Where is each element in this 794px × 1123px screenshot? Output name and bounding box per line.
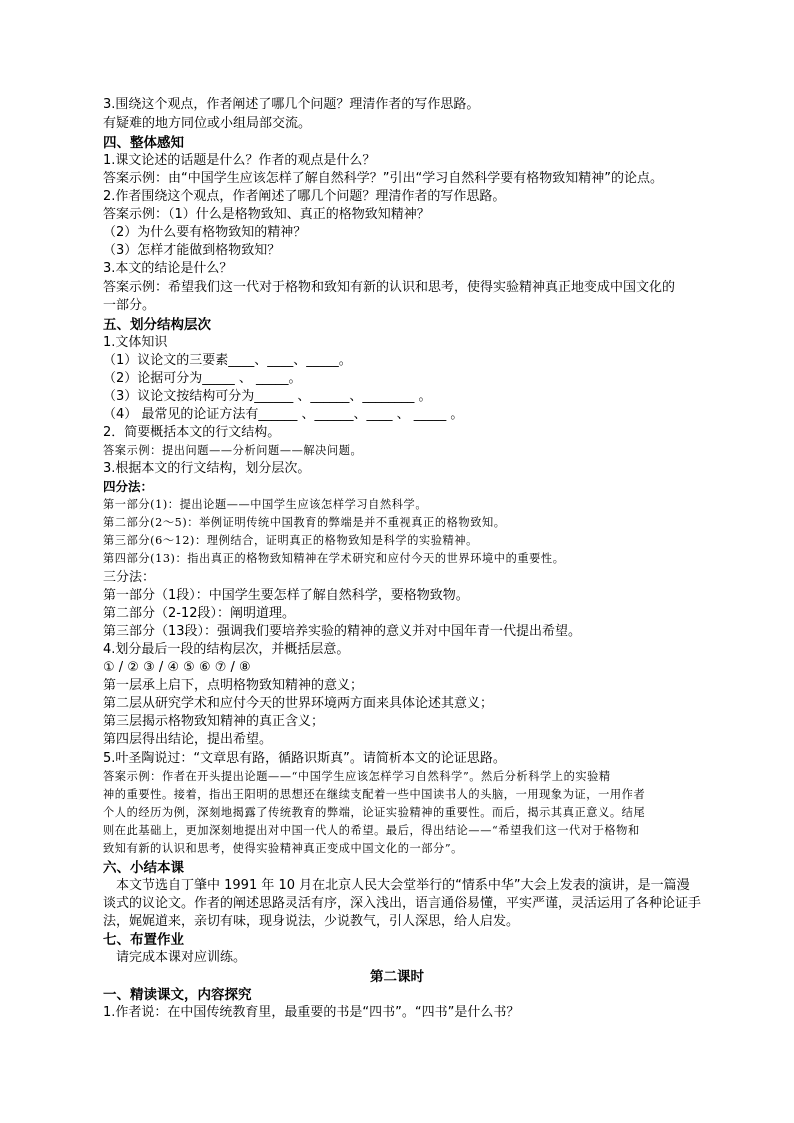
question-line: 3.围绕这个观点，作者阐述了哪几个问题？理清作者的写作思路。 <box>103 97 480 112</box>
answer-line: 个人的经历为例，深刻地揭露了传统教育的弊端，论证实验精神的重要性。而后，揭示其真正意义。结尾 <box>103 806 646 819</box>
layer-line: 第三层揭示格物致知精神的真正含义； <box>103 714 325 729</box>
method-heading: 四分法： <box>103 479 154 494</box>
method-heading: 三分法： <box>103 570 156 585</box>
subsection-line: 1.文体知识 <box>103 335 168 350</box>
section-heading-5: 五、划分结构层次 <box>103 317 211 333</box>
answer-line: （2）为什么要有格物致知的精神？ <box>103 225 307 240</box>
part-line: 第二部分（2-12段）：阐明道理。 <box>103 606 296 621</box>
answer-line: 答案示例：希望我们这一代对于格物和致知有新的认识和思考，使得实验精神真正地变成中国文化的 <box>103 280 676 295</box>
question-line: 2．简要概括本文的行文结构。 <box>103 425 281 440</box>
section-heading-7: 七、布置作业 <box>103 932 184 948</box>
answer-line: 答案示例：（1）什么是格物致知、真正的格物致知精神？ <box>103 207 430 222</box>
question-line: 3.本文的结论是什么？ <box>103 261 233 276</box>
answer-line: 答案示例：提出问题——分析问题——解决问题。 <box>103 444 363 457</box>
summary-line: 本文节选自丁肇中 1991 年 10 月在北京人民大会堂举行的“情系中华”大会上发表的演讲，是一篇漫 <box>116 878 690 893</box>
structure-numbers: ① / ② ③ / ④ ⑤ ⑥ ⑦ / ⑧ <box>103 660 251 675</box>
question-line: 3.根据本文的行文结构，划分层次。 <box>103 461 311 476</box>
question-line: 1.作者说：在中国传统教育里，最重要的书是“四书”。“四书”是什么书？ <box>103 1005 520 1020</box>
answer-line: （3）怎样才能做到格物致知？ <box>103 243 281 258</box>
question-line: 4.划分最后一段的结构层次，并概括层意。 <box>103 642 350 657</box>
part-line: 第二部分(2～5)：举例证明传统中国教育的弊端是并不重视真正的格物致知。 <box>103 516 506 529</box>
layer-line: 第一层承上启下，点明格物致知精神的意义； <box>103 678 364 693</box>
instruction-line: 有疑难的地方同位或小组局部交流。 <box>103 116 312 131</box>
section-heading-4: 四、整体感知 <box>103 135 184 151</box>
summary-line: 谈式的议论文。作者的阐述思路灵活有序，深入浅出，语言通俗易懂，平实严谨，灵活运用了各种论证手 <box>103 896 702 911</box>
question-line: 2.作者围绕这个观点，作者阐述了哪几个问题？理清作者的写作思路。 <box>103 189 506 204</box>
fill-blank-line: （1）议论文的三要素____、____、_____。 <box>103 353 352 368</box>
lesson-title: 第二课时 <box>370 969 424 985</box>
answer-line: 则在此基础上，更加深刻地提出对中国一代人的希望。最后，得出结论——“希望我们这一代对于格物和 <box>103 824 640 837</box>
answer-line: 答案示例：作者在开头提出论题——“中国学生应该怎样学习自然科学”。然后分析科学上的实验精 <box>103 770 611 783</box>
answer-line: 答案示例：由“中国学生应该怎样了解自然科学？”引出“学习自然科学要有格物致知精神”的论点。 <box>103 171 663 186</box>
answer-line: 一部分。 <box>103 298 156 313</box>
part-line: 第三部分(6～12)：理例结合，证明真正的格物致知是科学的实验精神。 <box>103 534 478 547</box>
fill-blank-line: （2）论据可分为_____ 、 _____。 <box>103 371 302 386</box>
layer-line: 第四层得出结论，提出希望。 <box>103 732 273 747</box>
part-line: 第一部分（1段）：中国学生要怎样了解自然科学，要格物致物。 <box>103 588 469 603</box>
answer-line: 致知有新的认识和思考，使得实验精神真正变成中国文化的一部分”。 <box>103 842 463 855</box>
summary-line: 法，娓娓道来，亲切有味，现身说法，少说教气，引人深思，给人启发。 <box>103 914 520 929</box>
fill-blank-line: （4） 最常见的论证方法有______ 、______、____ 、 _____ 。 <box>103 407 464 422</box>
answer-line: 神的重要性。接着，指出王阳明的思想还在继续支配着一些中国读书人的头脑，一用现象为证，一用作者 <box>103 788 646 801</box>
section-heading-6: 六、小结本课 <box>103 860 184 876</box>
part-line: 第三部分（13段）：强调我们要培养实验的精神的意义并对中国年青一代提出希望。 <box>103 624 582 639</box>
fill-blank-line: （3）议论文按结构可分为______ 、______、________ 。 <box>103 389 432 404</box>
part-line: 第四部分(13)：指出真正的格物致知精神在学术研究和应付今天的世界环境中的重要性。 <box>103 552 565 565</box>
question-line: 5.叶圣陶说过：“文章思有路，循路识斯真”。请简析本文的论证思路。 <box>103 751 506 766</box>
section-heading-1: 一、精读课文，内容探究 <box>103 987 252 1003</box>
question-line: 1.课文论述的话题是什么？作者的观点是什么？ <box>103 153 376 168</box>
part-line: 第一部分(1)：提出论题——中国学生应该怎样学习自然科学。 <box>103 498 428 511</box>
layer-line: 第二层从研究学术和应付今天的世界环境两方面来具体论述其意义； <box>103 696 494 711</box>
homework-line: 请完成本课对应训练。 <box>116 950 247 965</box>
